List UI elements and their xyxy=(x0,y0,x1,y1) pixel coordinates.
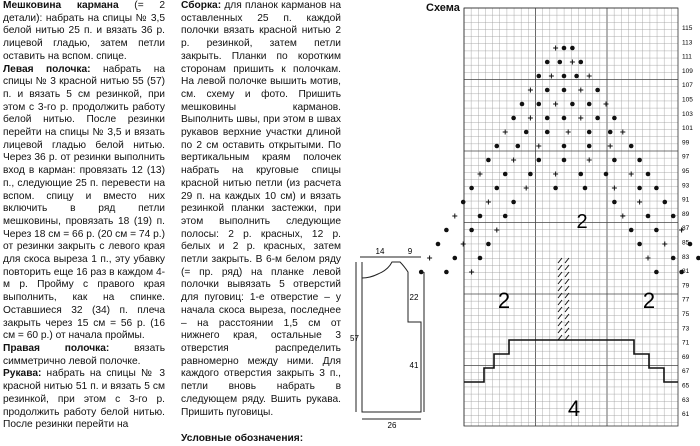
dot-mark xyxy=(545,130,550,135)
dot-mark xyxy=(469,186,474,191)
dot-mark xyxy=(444,270,449,275)
dim-armhole: 22 xyxy=(409,293,419,302)
dot-mark xyxy=(444,228,449,233)
trunk-mark xyxy=(565,321,569,326)
cross-mark xyxy=(536,144,541,149)
dim-shoulder: 9 xyxy=(407,247,413,256)
dot-mark xyxy=(604,172,609,177)
dot-mark xyxy=(629,228,634,233)
dot-mark xyxy=(579,172,584,177)
dot-mark xyxy=(520,102,525,107)
row-number: 115 xyxy=(682,25,693,32)
row-number: 91 xyxy=(682,196,690,204)
row-number: 83 xyxy=(682,253,690,261)
dim-side: 41 xyxy=(409,361,419,370)
dim-total: 57 xyxy=(350,334,359,343)
dot-mark xyxy=(637,186,642,191)
dot-mark xyxy=(637,242,642,247)
schema-title: Схема xyxy=(426,2,460,14)
dot-mark xyxy=(511,200,516,205)
dot-mark xyxy=(524,130,529,135)
row-number: 79 xyxy=(682,282,690,290)
zone-label-center: 2 xyxy=(576,211,588,233)
zone-boundary xyxy=(464,340,678,382)
cross-mark xyxy=(553,46,558,51)
trunk-mark xyxy=(558,272,562,277)
chart-blocks xyxy=(464,340,678,382)
row-number: 65 xyxy=(682,382,690,390)
dot-mark xyxy=(516,144,521,149)
dot-mark xyxy=(570,46,575,51)
dot-mark xyxy=(478,214,483,219)
dot-mark xyxy=(537,102,542,107)
paragraph-assembly: Сборка: для планок карманов на оставленных 25 п. каждой полочки вязать красной нитью 2 р. резинкой, затем петли закрыть. Планки по коротким сторонам пришить к полочкам. На левой полочке вышить мотив, см. схему и фото. Пришить мешковины карманов. Выполнить швы, при этом в швах рукавов верхние участки длиной по 2 см оставить открытыми. По вертикальным краям полочек набрать на круговые спицы красной нитью петли (из расчета 29 п. на каждых 10 см) и вязать резинкой планки застежки, при этом выполнить следующие полосы: 2 р. красных, 12 р. белых и 2 р. красных, затем петли закрыть. В 6-м белом ряду (= пр. ряд) на планке левой полочки вывязать 5 отверстий для пуговиц: 1-е отверстие – у начала скоса выреза, последнее – на расстоянии 1,5 см от нижнего края, остальные 3 отверстия распределить равномерно между ними. Для каждого отверстия закрыть 3 п., петли вновь набрать в следующем ряду. Вшить рукава. Пришить пуговицы. xyxy=(181,0,341,418)
trunk-mark xyxy=(565,272,569,277)
chart-grid xyxy=(464,8,678,426)
trunk-mark xyxy=(558,321,562,326)
dot-mark xyxy=(562,144,567,149)
dot-mark xyxy=(595,116,600,121)
dot-mark xyxy=(671,256,676,261)
trunk-mark xyxy=(558,307,562,312)
dot-mark xyxy=(486,158,491,163)
dot-mark xyxy=(469,228,474,233)
dot-mark xyxy=(436,242,441,247)
row-number: 75 xyxy=(682,311,690,318)
dot-mark xyxy=(696,256,700,261)
dot-mark xyxy=(583,186,588,191)
cross-mark xyxy=(578,116,583,121)
cross-mark xyxy=(608,144,613,149)
paragraph-left-front: Левая полочка: набрать на спицы № 3 красной нитью 55 (57) п. и вязать 5 см резинкой, при этом с 3-го р. продолжить работу белой нитью. После резинки перейти на спицы № 3,5 и вязать лицевой гладью белой нитью. Через 36 р. от резинки выполнить вход в карман: провязать 12 (13) п., следующие 25 п. перевести на вспом. спицу и вместо них включить в ряд петли мешковины, провязать 18 (19) п. Через 18 см = 66 р. (20 см = 74 р.) от резинки закрыть с левого края для скоса выреза 1 п., эту убавку повторить еще 16 раз в каждом 4-м р. Пройму с правого края выполнить, как на спинке. Оставшиеся 32 (34) п. плеча закрыть через 15 см = 56 р. (16 см = 60 р.) от начала проймы. xyxy=(3,63,165,342)
dot-mark xyxy=(595,88,600,93)
dim-bottom: 26 xyxy=(387,421,397,430)
row-number: 69 xyxy=(682,353,690,361)
row-number: 107 xyxy=(682,82,693,90)
dot-mark xyxy=(671,214,676,219)
cross-mark xyxy=(604,102,609,107)
dim-top: 14 xyxy=(375,247,385,256)
dot-mark xyxy=(495,186,500,191)
text-column-1 xyxy=(3,0,165,432)
dot-mark xyxy=(545,116,550,121)
row-number: 61 xyxy=(682,411,690,419)
dot-mark xyxy=(587,102,592,107)
dot-mark xyxy=(629,144,634,149)
cross-mark xyxy=(662,242,667,247)
dot-mark xyxy=(637,158,642,163)
cross-mark xyxy=(528,116,533,121)
paragraph-right-front: Правая полочка: вязать симметрично левой полочке. xyxy=(3,342,166,367)
row-number: 109 xyxy=(682,67,693,75)
dot-mark xyxy=(587,144,592,149)
cross-mark xyxy=(587,74,592,79)
dot-mark xyxy=(558,60,563,65)
trunk-mark xyxy=(565,300,569,305)
cross-mark xyxy=(620,130,625,135)
row-number: 81 xyxy=(682,268,690,276)
row-number: 97 xyxy=(682,153,690,161)
trunk-mark xyxy=(565,328,569,333)
row-number: 85 xyxy=(682,239,690,247)
dot-mark xyxy=(419,270,424,275)
row-number: 111 xyxy=(682,53,692,61)
dot-mark xyxy=(574,74,579,79)
row-number: 67 xyxy=(682,368,690,376)
trunk-mark xyxy=(565,307,569,312)
cross-mark xyxy=(553,102,558,107)
row-number: 95 xyxy=(682,168,690,175)
row-number: 105 xyxy=(682,96,693,104)
cross-mark xyxy=(578,88,583,93)
row-numbers xyxy=(682,25,693,418)
cross-mark xyxy=(452,214,457,219)
row-number: 89 xyxy=(682,210,690,218)
front-outline xyxy=(362,262,421,412)
row-number: 73 xyxy=(682,325,690,333)
text-column-2 xyxy=(181,0,341,446)
dot-mark xyxy=(486,242,491,247)
trunk-mark xyxy=(558,328,562,333)
row-number: 99 xyxy=(682,139,690,147)
dot-mark xyxy=(654,270,659,275)
dot-mark xyxy=(503,172,508,177)
knitting-chart xyxy=(464,8,700,426)
dot-mark xyxy=(511,116,516,121)
dot-mark xyxy=(612,200,617,205)
dot-mark xyxy=(587,130,592,135)
dot-mark xyxy=(495,144,500,149)
cross-mark xyxy=(469,270,474,275)
zone-label-bottom: 4 xyxy=(567,396,581,421)
cross-mark xyxy=(612,186,617,191)
cross-mark xyxy=(620,214,625,219)
cross-mark xyxy=(461,242,466,247)
pattern-schematic xyxy=(348,238,428,430)
trunk-mark xyxy=(565,314,569,319)
dot-mark xyxy=(663,200,668,205)
cross-mark xyxy=(528,88,533,93)
dot-mark xyxy=(608,130,613,135)
trunk-mark xyxy=(565,265,569,270)
dot-mark xyxy=(646,172,651,177)
dot-mark xyxy=(612,116,617,121)
cross-mark xyxy=(566,130,571,135)
row-number: 77 xyxy=(682,296,690,304)
dot-mark xyxy=(461,200,466,205)
trunk-mark xyxy=(565,258,569,263)
row-number: 63 xyxy=(682,396,690,404)
dot-mark xyxy=(478,256,483,261)
cross-mark xyxy=(637,200,642,205)
cross-mark xyxy=(570,60,575,65)
dot-mark xyxy=(562,46,567,51)
row-number: 103 xyxy=(682,110,693,118)
dot-mark xyxy=(537,74,542,79)
zone-label-left: 2 xyxy=(497,288,511,313)
dot-mark xyxy=(579,60,584,65)
row-number: 93 xyxy=(682,182,690,190)
dot-mark xyxy=(545,60,550,65)
dot-mark xyxy=(453,256,458,261)
dot-mark xyxy=(545,88,550,93)
dot-mark xyxy=(570,102,575,107)
row-number: 71 xyxy=(682,339,690,347)
dot-mark xyxy=(654,186,659,191)
cross-mark xyxy=(494,228,499,233)
dot-mark xyxy=(562,74,567,79)
row-number: 101 xyxy=(682,125,693,133)
zone-label-right: 2 xyxy=(642,288,656,313)
dot-mark xyxy=(537,158,542,163)
dot-mark xyxy=(654,228,659,233)
dot-mark xyxy=(646,214,651,219)
tree-motif xyxy=(419,46,700,341)
dot-mark xyxy=(562,116,567,121)
row-number: 113 xyxy=(682,39,693,47)
dot-mark xyxy=(562,88,567,93)
dot-mark xyxy=(612,158,617,163)
trunk-mark xyxy=(558,258,562,263)
cross-mark xyxy=(524,186,529,191)
cross-mark xyxy=(486,200,491,205)
dot-mark xyxy=(562,158,567,163)
legend-title: Условные обозначения: xyxy=(181,433,304,445)
paragraph-sleeves: Рукава: набрать на спицы № 3 красной нитью 51 п. и вязать 5 см резинкой, при этом с 3-го р. продолжить работу белой нитью. После резинки перейти на xyxy=(3,368,165,431)
dot-mark xyxy=(553,186,558,191)
trunk-mark xyxy=(558,265,562,270)
trunk-mark xyxy=(558,300,562,305)
dot-mark xyxy=(503,214,508,219)
trunk-mark xyxy=(558,314,562,319)
dot-mark xyxy=(528,172,533,177)
paragraph-pocket-lining: Мешковина кармана (= 2 детали): набрать на спицы № 3,5 белой нитью 25 п. и вязать 36 р. лицевой гладью, затем петли оставить на вспом. спице. xyxy=(3,0,165,62)
row-number: 87 xyxy=(682,225,690,233)
